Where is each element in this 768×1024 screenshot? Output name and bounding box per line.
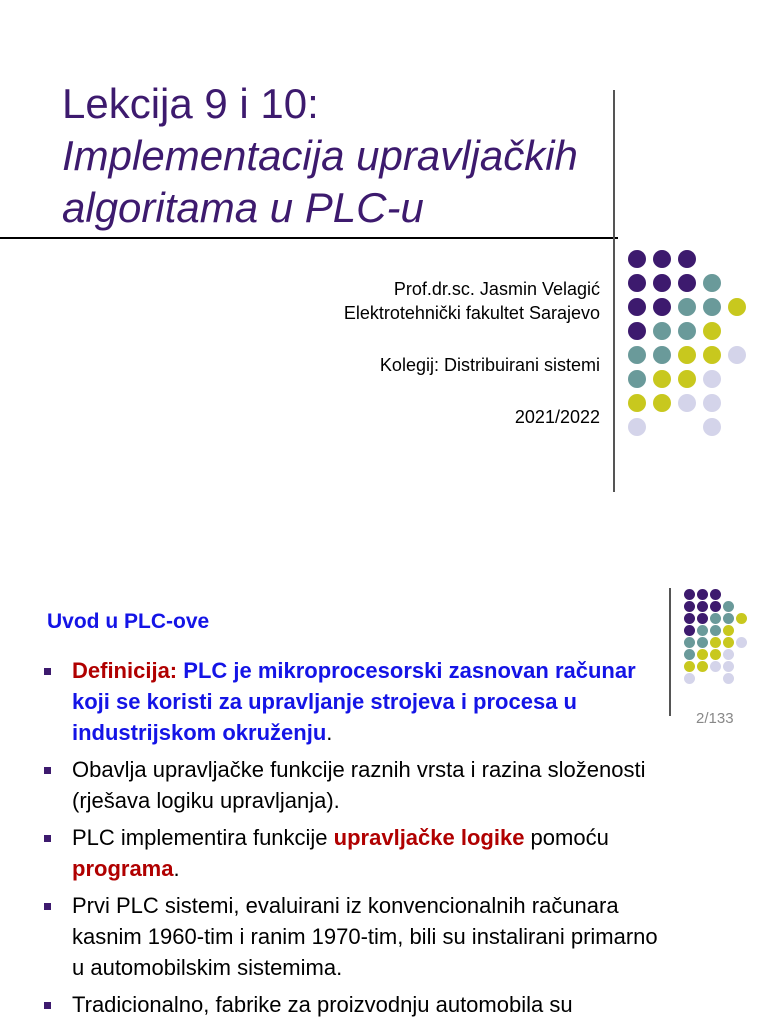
dot-mark: [723, 637, 734, 648]
dot-mark: [697, 625, 708, 636]
subtitle-line-1: Implementacija upravljačkih: [62, 132, 578, 179]
dot-mark: [697, 661, 708, 672]
bullet-text: Obavlja upravljačke funkcije raznih vrsta i razina složenosti (rješava logiku upravljanja).: [72, 757, 646, 813]
dot-mark: [684, 649, 695, 660]
dot-mark: [697, 637, 708, 648]
dot-mark: [678, 250, 696, 268]
dot-mark: [653, 274, 671, 292]
dot-mark: [710, 589, 721, 600]
dot-mark: [628, 250, 646, 268]
bullet-square-icon: [44, 903, 51, 910]
dot-mark: [723, 649, 734, 660]
dot-mark: [653, 298, 671, 316]
title-divider: [0, 237, 618, 239]
course-name: Kolegij: Distribuirani sistemi: [379, 355, 600, 375]
dot-mark: [703, 346, 721, 364]
dot-mark: [697, 601, 708, 612]
bullet-text: Tradicionalno, fabrike za proizvodnju automobila su: [72, 992, 573, 1017]
dot-mark: [723, 625, 734, 636]
content-slide: [0, 560, 768, 1024]
page-number: 2/133: [696, 710, 734, 727]
dot-mark: [684, 625, 695, 636]
vertical-divider: [613, 90, 615, 492]
dot-mark: [703, 394, 721, 412]
dot-mark: [653, 322, 671, 340]
slide-title: [62, 78, 578, 234]
author-institution: Elektrotehnički fakultet Sarajevo: [343, 303, 600, 323]
dot-mark: [684, 601, 695, 612]
emphasis-logic: upravljačke logike: [333, 825, 525, 850]
dot-mark: [653, 394, 671, 412]
dot-mark: [710, 625, 721, 636]
dot-mark: [653, 346, 671, 364]
dot-mark: [723, 601, 734, 612]
dot-mark: [703, 298, 721, 316]
bullet-square-icon: [44, 767, 51, 774]
dot-mark: [697, 589, 708, 600]
dot-mark: [710, 613, 721, 624]
dot-mark: [628, 322, 646, 340]
definition-text: PLC je mikroprocesorski zasnovan računar koji se koristi za upravljanje strojeva i procesa u industrijskom okruženju: [72, 658, 636, 745]
dot-mark: [723, 673, 734, 684]
dot-mark: [703, 322, 721, 340]
dot-mark: [710, 661, 721, 672]
dot-mark: [723, 661, 734, 672]
dot-mark: [710, 601, 721, 612]
bullet-text: .: [173, 856, 180, 881]
dot-mark: [628, 346, 646, 364]
vertical-divider: [669, 588, 671, 716]
dot-mark: [684, 589, 695, 600]
dot-mark: [684, 661, 695, 672]
definition-label: Definicija:: [72, 658, 178, 683]
author-name: Prof.dr.sc. Jasmin Velagić: [393, 279, 600, 299]
dot-mark: [628, 418, 646, 436]
definition-end: .: [326, 720, 333, 745]
bullet-square-icon: [44, 1002, 51, 1009]
dot-mark: [678, 322, 696, 340]
dot-mark: [628, 298, 646, 316]
academic-year: 2021/2022: [514, 407, 600, 427]
bullet-square-icon: [44, 835, 51, 842]
bullet-text: PLC implementira funkcije: [72, 825, 334, 850]
emphasis-program: programa: [72, 856, 174, 881]
list-item: [40, 655, 660, 748]
dot-mark: [703, 274, 721, 292]
list-item: [40, 989, 660, 1020]
dot-mark: [653, 250, 671, 268]
bullet-list: [40, 655, 660, 1024]
dot-mark: [653, 370, 671, 388]
dot-mark: [628, 370, 646, 388]
dot-mark: [678, 298, 696, 316]
dot-mark: [678, 370, 696, 388]
dot-mark: [723, 613, 734, 624]
dot-mark: [628, 394, 646, 412]
dot-mark: [736, 637, 747, 648]
dot-mark: [628, 274, 646, 292]
dot-mark: [736, 613, 747, 624]
subtitle-line-2: algoritama u PLC-u: [62, 184, 424, 231]
title-line: Lekcija 9 i 10:: [62, 80, 319, 127]
dot-mark: [728, 346, 746, 364]
dot-mark: [678, 394, 696, 412]
bullet-square-icon: [44, 668, 51, 675]
bullet-text: Prvi PLC sistemi, evaluirani iz konvencionalnih računara kasnim 1960-tim i ranim 1970-tim, bili su instalirani primarno u automobilskim sistemima.: [72, 893, 658, 980]
dot-mark: [684, 637, 695, 648]
dot-mark: [703, 418, 721, 436]
dot-mark: [710, 649, 721, 660]
dot-mark: [684, 673, 695, 684]
list-item: [40, 822, 660, 884]
dot-mark: [678, 274, 696, 292]
list-item: [40, 754, 660, 816]
dot-mark: [697, 649, 708, 660]
dot-mark: [697, 613, 708, 624]
list-item: [40, 890, 660, 983]
dot-mark: [678, 346, 696, 364]
dot-mark: [684, 613, 695, 624]
dot-mark: [703, 370, 721, 388]
dot-mark: [728, 298, 746, 316]
slide-heading: Uvod u PLC-ove: [47, 610, 210, 633]
dot-mark: [710, 637, 721, 648]
bullet-text: pomoću: [524, 825, 609, 850]
